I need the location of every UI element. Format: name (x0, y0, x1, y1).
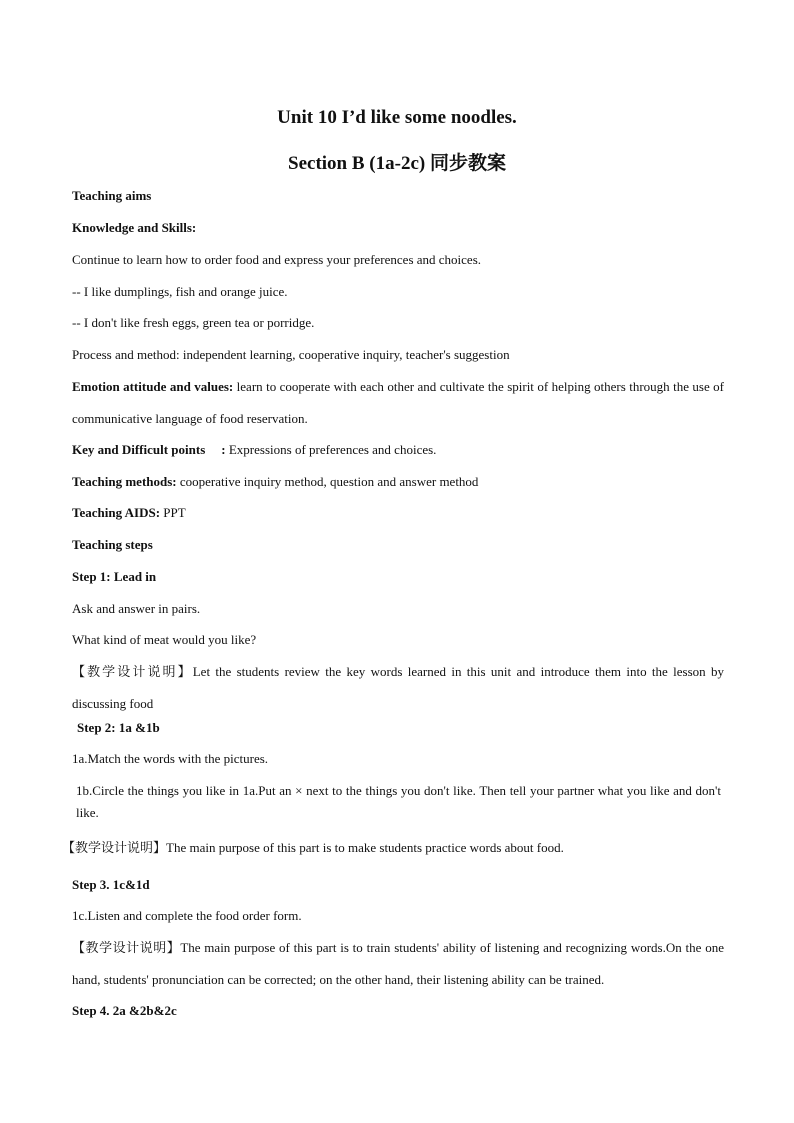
design-label: 【教学设计说明】 (62, 840, 167, 855)
teaching-steps-heading: Teaching steps (72, 537, 153, 552)
design-note-1 (72, 656, 724, 720)
design-note-1-text: Let the students review the key words learned in this unit and introduce them into the lesson by discussing food (72, 664, 724, 711)
design-note-2 (62, 839, 714, 857)
page-title: Unit 10 I’d like some noodles. (277, 107, 517, 128)
step3-heading: Step 3. 1c&1d (72, 877, 150, 892)
design-note-3-text: The main purpose of this part is to train students' ability of listening and recognizing words.On the one hand, students' pronunciation can be corrected; on the other hand, their listening ability can be trained. (72, 940, 724, 987)
design-note-3 (72, 932, 724, 996)
teaching-aids-label: Teaching AIDS: (72, 505, 161, 520)
key-points-text: Expressions of preferences and choices. (225, 442, 437, 457)
teaching-aids-paragraph (72, 504, 724, 522)
key-points-paragraph (72, 441, 724, 459)
teaching-methods-text: cooperative inquiry method, question and answer method (176, 474, 479, 489)
teaching-aids-text: PPT (160, 505, 186, 520)
emotion-text: learn to cooperate with each other and cultivate the spirit of helping others through the use of communicative language of food reservation. (72, 379, 724, 426)
circle-instruction: 1b.Circle the things you like in 1a.Put an × next to the things you don't like. Then tell your partner what you like and don't like. (76, 783, 721, 820)
dislike-example: -- I don't like fresh eggs, green tea or porridge. (72, 315, 315, 330)
teaching-methods-label: Teaching methods: (72, 474, 177, 489)
design-label: 【教学设计说明】 (72, 664, 193, 679)
key-points-label: Key and Difficult points (72, 442, 206, 457)
emotion-paragraph (72, 371, 724, 435)
process-method-paragraph: Process and method: independent learning, cooperative inquiry, teacher's suggestion (72, 347, 510, 362)
listen-instruction: 1c.Listen and complete the food order form. (72, 908, 302, 923)
key-points-colon: : (221, 442, 226, 457)
teaching-aims-heading: Teaching aims (72, 188, 152, 203)
design-label: 【教学设计说明】 (72, 940, 181, 955)
page-subtitle: Section B (1a-2c) 同步教案 (288, 153, 506, 174)
step2-heading: Step 2: 1a &1b (77, 720, 160, 735)
meat-question: What kind of meat would you like? (72, 632, 257, 647)
match-instruction: 1a.Match the words with the pictures. (72, 751, 269, 766)
teaching-methods-paragraph (72, 473, 724, 491)
ask-answer-text: Ask and answer in pairs. (72, 601, 201, 616)
step4-heading: Step 4. 2a &2b&2c (72, 1003, 177, 1018)
like-example: -- I like dumplings, fish and orange juice. (72, 284, 288, 299)
knowledge-skills-heading: Knowledge and Skills: (72, 220, 197, 235)
continue-paragraph: Continue to learn how to order food and express your preferences and choices. (72, 252, 481, 267)
step1-heading: Step 1: Lead in (72, 569, 157, 584)
emotion-label: Emotion attitude and values: (72, 379, 234, 394)
design-note-2-text: The main purpose of this part is to make students practice words about food. (166, 840, 564, 855)
